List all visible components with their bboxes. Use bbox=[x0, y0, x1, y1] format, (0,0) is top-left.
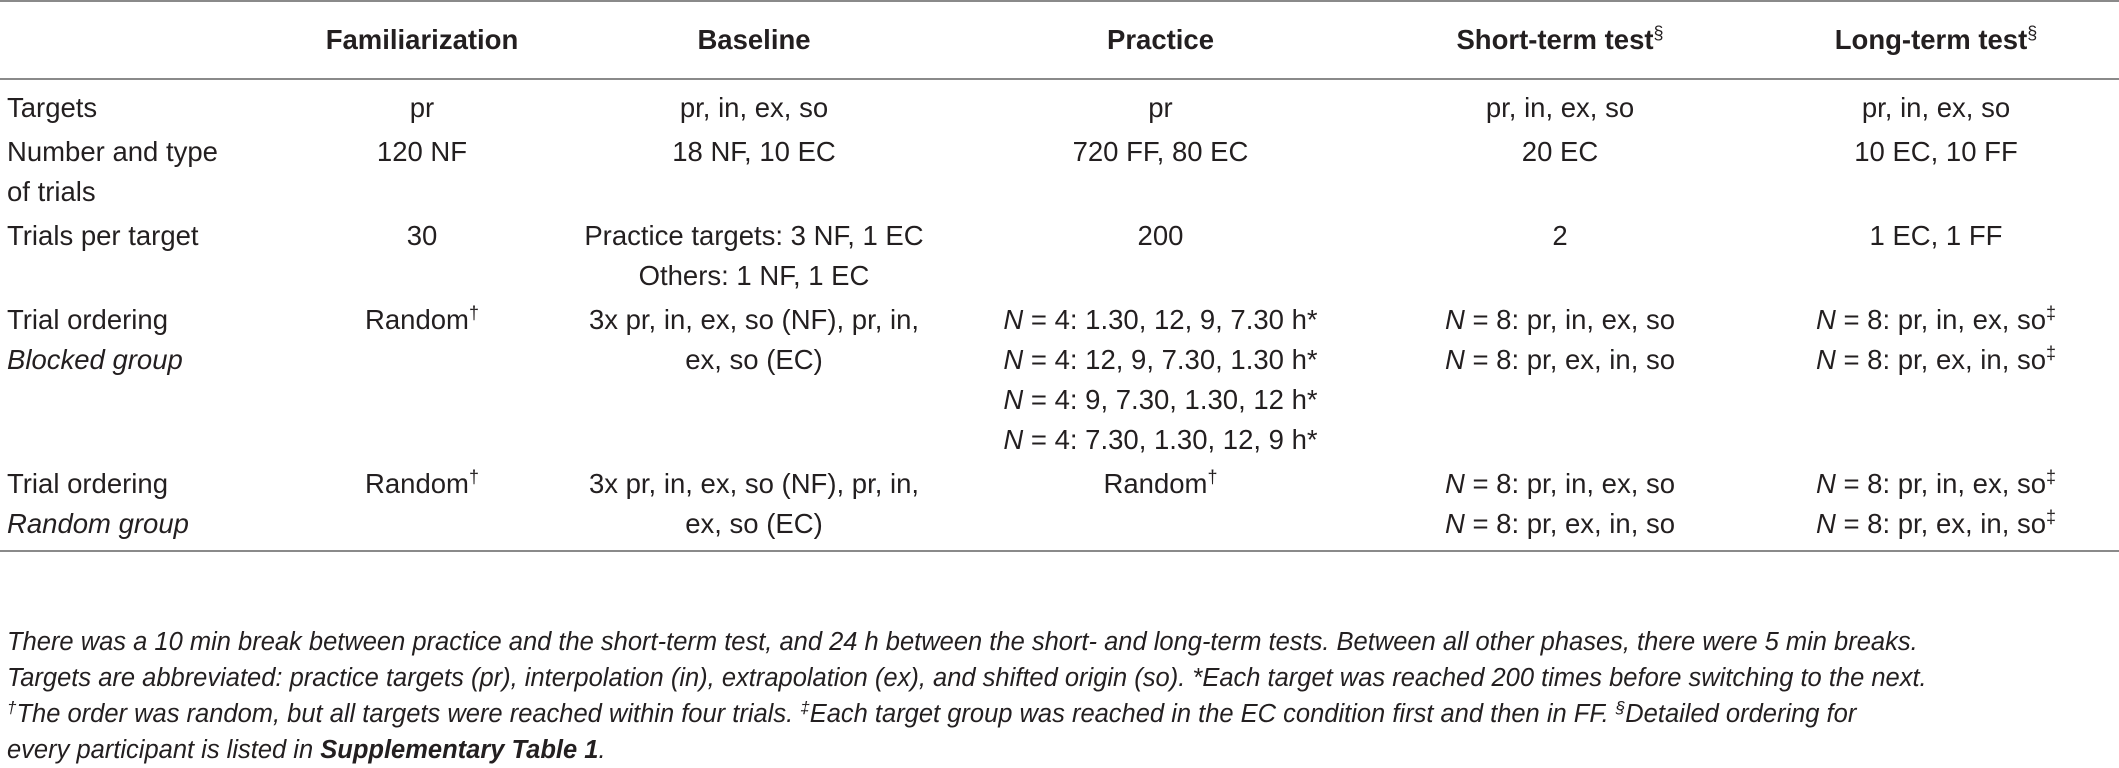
footnote-line-4 bbox=[7, 732, 2115, 768]
ordering-text: = 8: pr, ex, in, so bbox=[1464, 508, 1676, 539]
ordering-line bbox=[954, 420, 1367, 460]
cell-random-long-term bbox=[1753, 464, 2119, 551]
row-label-targets: Targets bbox=[7, 92, 98, 123]
footnote-dagger-mark: † bbox=[7, 698, 17, 717]
cell-number-practice: 720 FF, 80 EC bbox=[1072, 136, 1249, 167]
row-label-random-line2: Random group bbox=[7, 508, 189, 539]
cell-per-short-term: 2 bbox=[1552, 220, 1568, 251]
row-label-number-type bbox=[0, 132, 290, 216]
dagger-mark: † bbox=[468, 303, 479, 323]
cell-number-familiarization: 120 NF bbox=[376, 136, 468, 167]
cell-blocked-baseline-line2: ex, so (EC) bbox=[685, 344, 823, 375]
cell-blocked-familiarization bbox=[290, 300, 554, 464]
ordering-text: = 8: pr, ex, in, so bbox=[1835, 508, 2047, 539]
cell-random-familiarization-text: Random bbox=[365, 468, 469, 499]
ordering-text: = 4: 9, 7.30, 1.30, 12 h* bbox=[1023, 384, 1318, 415]
dagger-mark: † bbox=[468, 467, 479, 487]
n-symbol: N bbox=[1815, 344, 1836, 375]
n-symbol: N bbox=[1003, 344, 1024, 375]
ordering-line bbox=[954, 300, 1367, 340]
row-label-blocked-line1: Trial ordering bbox=[7, 304, 168, 335]
table-footnote bbox=[7, 624, 2115, 768]
table-row-random bbox=[0, 464, 2119, 551]
cell-blocked-short-term bbox=[1367, 300, 1753, 464]
footnote-line-2: Targets are abbreviated: practice targets (pr), interpolation (in), extrapolation (ex), and shifted origin (so). *Each target was reached 200 times before switching to the next. bbox=[7, 664, 1927, 692]
cell-per-familiarization: 30 bbox=[406, 220, 438, 251]
n-symbol: N bbox=[1444, 304, 1465, 335]
header-long-term-mark: § bbox=[2027, 23, 2038, 43]
header-long-term-label: Long-term test bbox=[1834, 24, 2028, 55]
cell-number-short-term: 20 EC bbox=[1521, 136, 1599, 167]
cell-targets-long-term: pr, in, ex, so bbox=[1861, 92, 2011, 123]
row-label-random bbox=[0, 464, 290, 551]
cell-random-baseline-line2: ex, so (EC) bbox=[685, 508, 823, 539]
footnote-double-dagger-mark: ‡ bbox=[800, 698, 810, 717]
ordering-text: = 8: pr, ex, in, so bbox=[1464, 344, 1676, 375]
n-symbol: N bbox=[1003, 304, 1024, 335]
cell-blocked-baseline bbox=[554, 300, 954, 464]
cell-targets-familiarization: pr bbox=[409, 92, 435, 123]
n-symbol: N bbox=[1815, 304, 1836, 335]
n-symbol: N bbox=[1815, 508, 1836, 539]
ordering-line bbox=[1753, 504, 2119, 544]
n-symbol: N bbox=[1815, 468, 1836, 499]
n-symbol: N bbox=[1444, 508, 1465, 539]
row-label-number-type-line1: Number and type bbox=[7, 136, 218, 167]
n-symbol: N bbox=[1003, 384, 1024, 415]
header-familiarization: Familiarization bbox=[325, 24, 519, 55]
cell-per-long-term: 1 EC, 1 FF bbox=[1869, 220, 2003, 251]
row-label-blocked bbox=[0, 300, 290, 464]
dagger-mark: † bbox=[1207, 467, 1218, 487]
cell-per-baseline bbox=[554, 216, 954, 300]
ordering-line bbox=[1367, 340, 1753, 380]
header-short-term-label: Short-term test bbox=[1456, 24, 1654, 55]
ordering-text: = 8: pr, in, ex, so bbox=[1835, 304, 2047, 335]
table-row-number-type bbox=[0, 132, 2119, 216]
ordering-text: = 4: 1.30, 12, 9, 7.30 h* bbox=[1023, 304, 1318, 335]
cell-targets-practice: pr bbox=[1148, 92, 1173, 123]
cell-blocked-long-term bbox=[1753, 300, 2119, 464]
header-short-term-mark: § bbox=[1653, 23, 1664, 43]
footnote-line-1: There was a 10 min break between practice and the short-term test, and 24 h between the short- and long-term tests. Between all other phases, there were 5 min breaks. bbox=[7, 628, 1918, 656]
cell-random-practice-text: Random bbox=[1103, 468, 1208, 499]
ordering-text: = 8: pr, in, ex, so bbox=[1835, 468, 2047, 499]
ordering-line bbox=[954, 340, 1367, 380]
double-dagger-mark: ‡ bbox=[2046, 343, 2057, 363]
n-symbol: N bbox=[1444, 344, 1465, 375]
ordering-line bbox=[1367, 464, 1753, 504]
cell-blocked-baseline-line1: 3x pr, in, ex, so (NF), pr, in, bbox=[588, 304, 920, 335]
footnote-line-4-end: . bbox=[598, 736, 606, 764]
footnote-line-3-text1: The order was random, but all targets were reached within four trials. bbox=[16, 700, 801, 728]
header-baseline: Baseline bbox=[697, 24, 811, 55]
cell-blocked-practice bbox=[954, 300, 1367, 464]
cell-per-baseline-line1: Practice targets: 3 NF, 1 EC bbox=[584, 220, 924, 251]
n-symbol: N bbox=[1003, 424, 1024, 455]
footnote-line-3 bbox=[7, 696, 2115, 732]
table-row-per-target bbox=[0, 216, 2119, 300]
cell-targets-short-term: pr, in, ex, so bbox=[1485, 92, 1635, 123]
header-empty bbox=[0, 1, 290, 79]
cell-blocked-familiarization-text: Random bbox=[365, 304, 469, 335]
cell-number-long-term: 10 EC, 10 FF bbox=[1854, 136, 2018, 167]
ordering-text: = 8: pr, in, ex, so bbox=[1464, 304, 1676, 335]
ordering-line bbox=[1753, 464, 2119, 504]
header-row bbox=[0, 1, 2119, 79]
ordering-text: = 4: 12, 9, 7.30, 1.30 h* bbox=[1023, 344, 1318, 375]
ordering-text: = 4: 7.30, 1.30, 12, 9 h* bbox=[1023, 424, 1318, 455]
ordering-text: = 8: pr, in, ex, so bbox=[1464, 468, 1676, 499]
cell-per-practice: 200 bbox=[1137, 220, 1184, 251]
table-row-targets bbox=[0, 79, 2119, 132]
ordering-line bbox=[1753, 300, 2119, 340]
footnote-line-3-text3: Detailed ordering for bbox=[1625, 700, 1857, 728]
row-label-per-target: Trials per target bbox=[7, 220, 199, 251]
header-short-term bbox=[1367, 1, 1753, 79]
double-dagger-mark: ‡ bbox=[2046, 467, 2057, 487]
double-dagger-mark: ‡ bbox=[2046, 507, 2057, 527]
cell-random-baseline-line1: 3x pr, in, ex, so (NF), pr, in, bbox=[588, 468, 920, 499]
ordering-line bbox=[1367, 504, 1753, 544]
header-long-term bbox=[1753, 1, 2119, 79]
cell-targets-baseline: pr, in, ex, so bbox=[679, 92, 829, 123]
row-label-number-type-line2: of trials bbox=[7, 176, 96, 207]
footnote-line-3-text2: Each target group was reached in the EC condition first and then in FF. bbox=[809, 700, 1616, 728]
cell-number-baseline: 18 NF, 10 EC bbox=[672, 136, 836, 167]
ordering-text: = 8: pr, ex, in, so bbox=[1835, 344, 2047, 375]
ordering-line bbox=[1367, 300, 1753, 340]
header-practice: Practice bbox=[1106, 24, 1215, 55]
cell-random-baseline bbox=[554, 464, 954, 551]
cell-random-short-term bbox=[1367, 464, 1753, 551]
row-label-blocked-line2: Blocked group bbox=[7, 344, 183, 375]
footnote-section-mark: § bbox=[1615, 698, 1626, 717]
ordering-line bbox=[1753, 340, 2119, 380]
row-label-random-line1: Trial ordering bbox=[7, 468, 168, 499]
supplementary-table-reference: Supplementary Table 1 bbox=[320, 736, 599, 764]
footnote-line-4-text: every participant is listed in bbox=[7, 736, 321, 764]
cell-random-familiarization bbox=[290, 464, 554, 551]
ordering-line bbox=[954, 380, 1367, 420]
table-row-blocked bbox=[0, 300, 2119, 464]
cell-random-practice bbox=[954, 464, 1367, 551]
n-symbol: N bbox=[1444, 468, 1465, 499]
cell-per-baseline-line2: Others: 1 NF, 1 EC bbox=[638, 260, 870, 291]
double-dagger-mark: ‡ bbox=[2046, 303, 2057, 323]
